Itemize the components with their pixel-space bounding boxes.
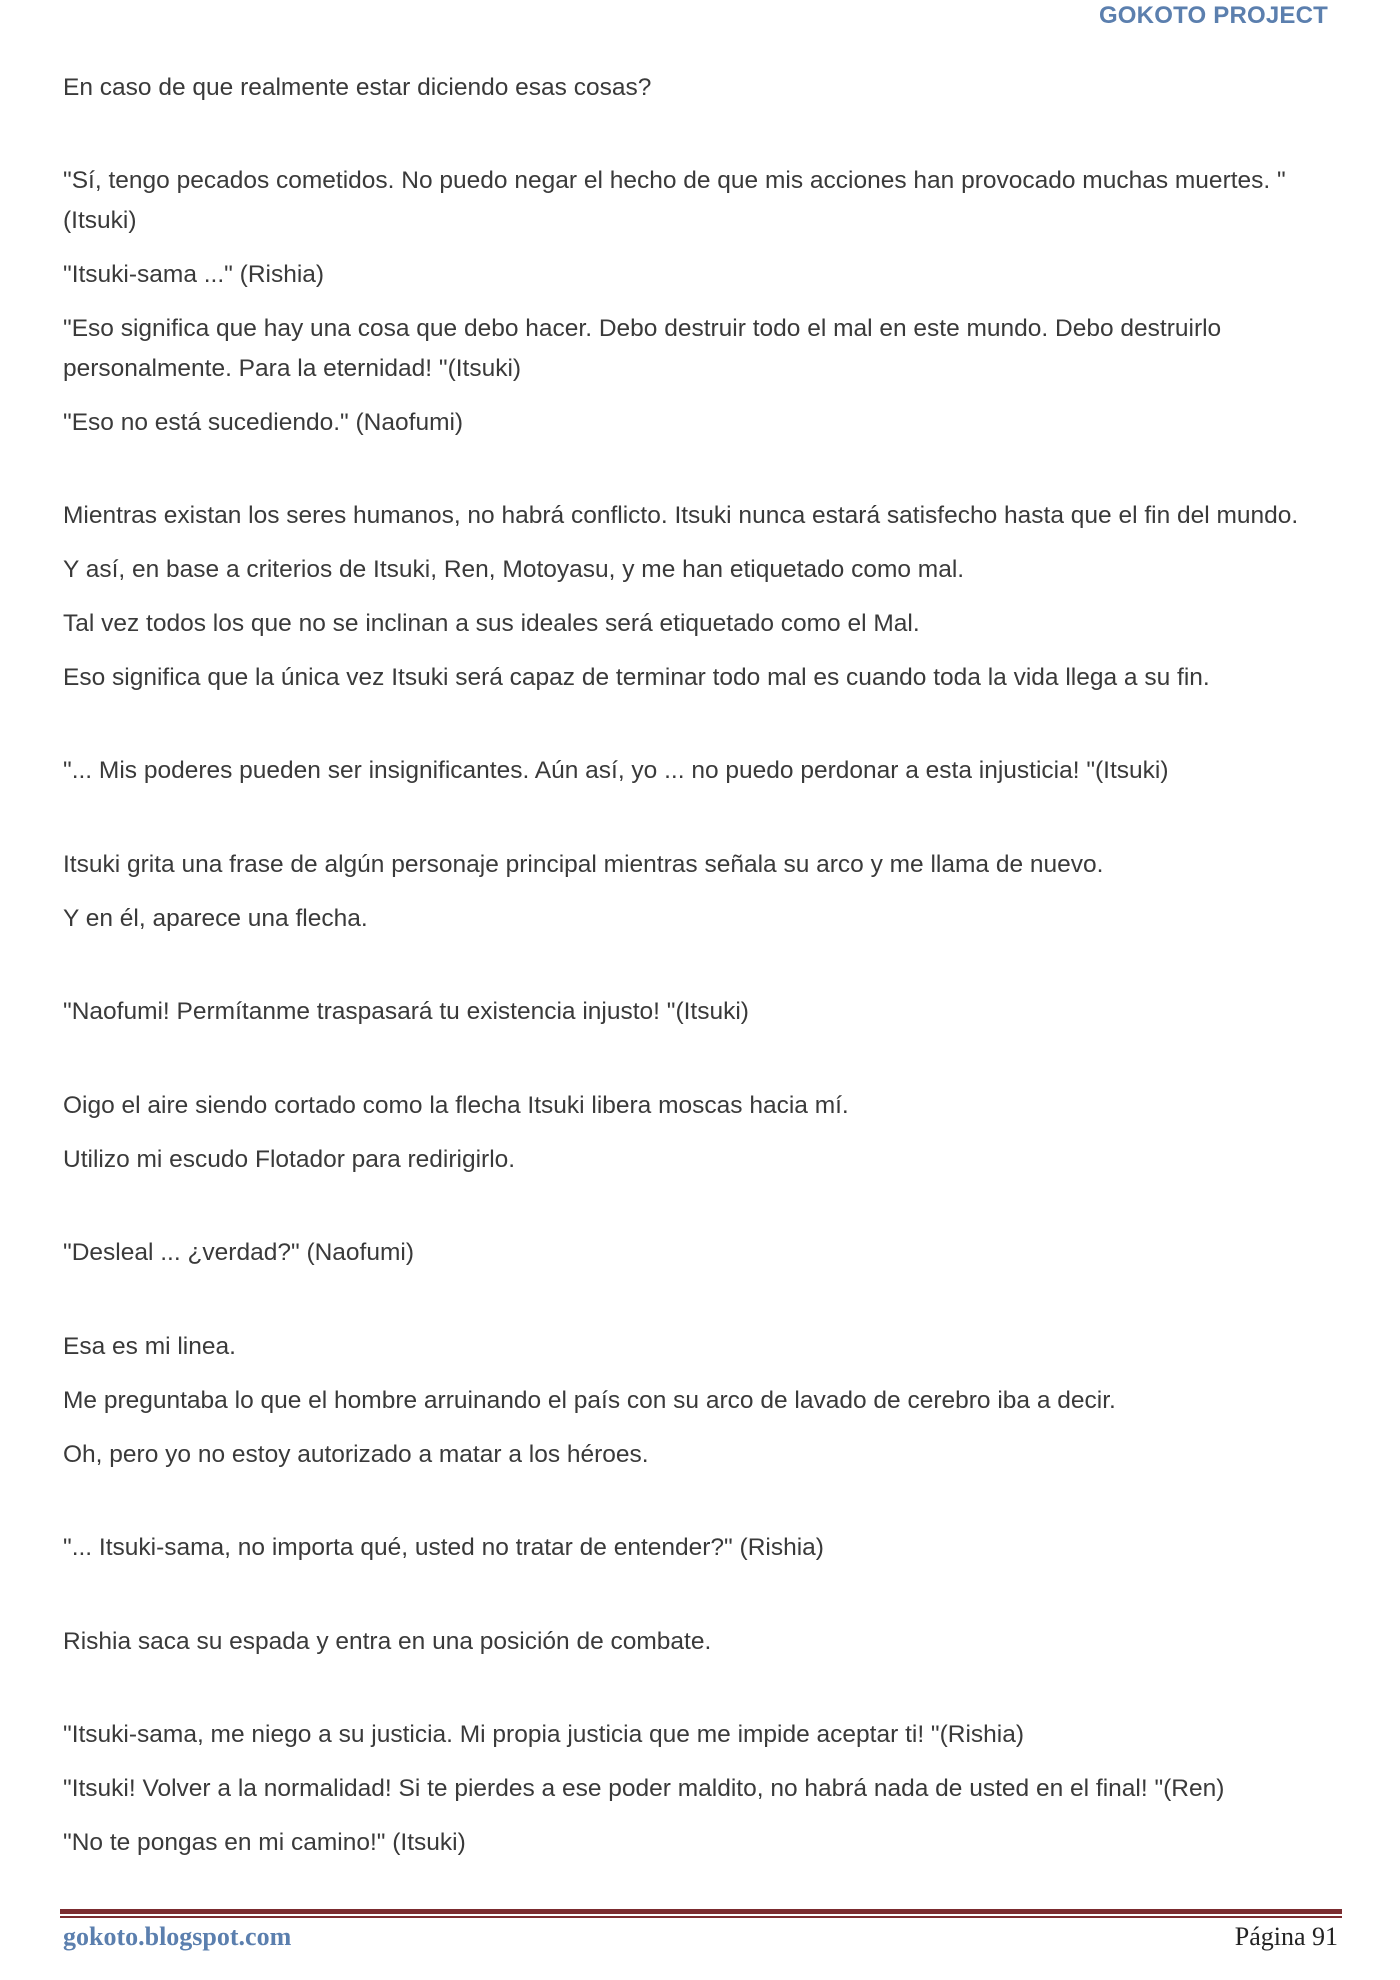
paragraph: Rishia saca su espada y entra en una posición de combate. — [63, 1628, 712, 1655]
paragraph: "Eso significa que hay una cosa que debo hacer. Debo destruir todo el mal en este mundo. Debo destruirlo personalmente. Para la eternidad! "(Itsuki) — [63, 315, 1222, 382]
paragraph: "Sí, tengo pecados cometidos. No puedo negar el hecho de que mis acciones han provocado muchas muertes. "(Itsuki) — [63, 167, 1286, 234]
paragraph: Tal vez todos los que no se inclinan a sus ideales será etiquetado como el Mal. — [63, 610, 920, 637]
paragraph: Oigo el aire siendo cortado como la flecha Itsuki libera moscas hacia mí. — [63, 1092, 849, 1119]
paragraph: Oh, pero yo no estoy autorizado a matar a los héroes. — [63, 1441, 649, 1468]
paragraph: "Eso no está sucediendo." (Naofumi) — [63, 409, 464, 436]
paragraph: Esa es mi linea. — [63, 1333, 236, 1360]
footer-rule-thin — [60, 1916, 1342, 1918]
paragraph: "Itsuki! Volver a la normalidad! Si te pierdes a ese poder maldito, no habrá nada de usted en el final! "(Ren) — [63, 1775, 1225, 1802]
footer-site-link[interactable]: gokoto.blogspot.com — [63, 1922, 292, 1951]
paragraph: "Itsuki-sama ..." (Rishia) — [63, 261, 325, 288]
paragraph: Utilizo mi escudo Flotador para redirigirlo. — [63, 1146, 516, 1173]
paragraph: "Naofumi! Permítanme traspasará tu existencia injusto! "(Itsuki) — [63, 998, 749, 1025]
header-brand: GOKOTO PROJECT — [1098, 2, 1328, 29]
paragraph: Itsuki grita una frase de algún personaje principal mientras señala su arco y me llama de nuevo. — [63, 851, 1104, 878]
paragraph: Y así, en base a criterios de Itsuki, Ren, Motoyasu, y me han etiquetado como mal. — [63, 556, 965, 583]
paragraph: Eso significa que la única vez Itsuki será capaz de terminar todo mal es cuando toda la vida llega a su fin. — [63, 664, 1210, 691]
paragraph: "Itsuki-sama, me niego a su justicia. Mi propia justicia que me impide aceptar ti! "(Rishia) — [63, 1721, 1025, 1748]
paragraph: "... Mis poderes pueden ser insignificantes. Aún así, yo ... no puedo perdonar a esta injusticia! "(Itsuki) — [63, 757, 1169, 784]
page-number: Página 91 — [1234, 1922, 1338, 1951]
footer-rule — [60, 1909, 1342, 1914]
paragraph: "Desleal ... ¿verdad?" (Naofumi) — [63, 1239, 414, 1266]
paragraph: "No te pongas en mi camino!" (Itsuki) — [63, 1829, 466, 1856]
paragraph: Mientras existan los seres humanos, no habrá conflicto. Itsuki nunca estará satisfecho hasta que el fin del mundo. — [63, 502, 1299, 529]
paragraph: Me preguntaba lo que el hombre arruinando el país con su arco de lavado de cerebro iba a decir. — [63, 1387, 1116, 1414]
paragraph: "... Itsuki-sama, no importa qué, usted no tratar de entender?" (Rishia) — [63, 1534, 824, 1561]
paragraph: En caso de que realmente estar diciendo esas cosas? — [63, 74, 652, 101]
paragraph: Y en él, aparece una flecha. — [63, 905, 368, 932]
